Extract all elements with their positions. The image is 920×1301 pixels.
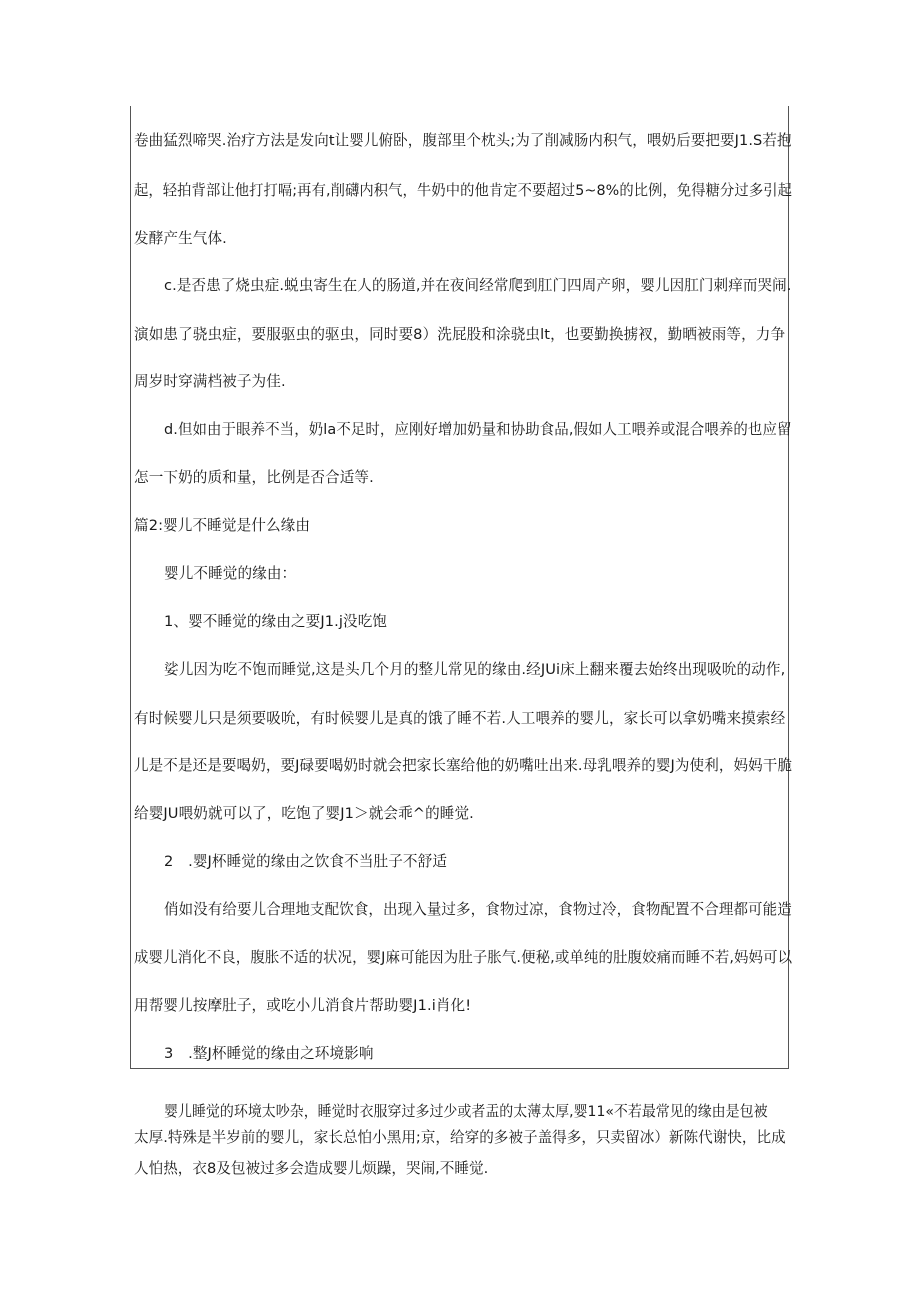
paragraph-line: 儿是不是还是要喝奶，要J碌要喝奶时就会把家长塞给他的奶嘴吐出来.母乳喂养的婴J为使利，妈妈干脆 <box>134 757 793 774</box>
paragraph-line: 俏如没有给要儿合理地支配饮食，出现入量过多，食物过凉，食物过冷，食物配置不合理都可能造 <box>164 901 792 918</box>
paragraph-line: 怎一下奶的质和量，比例是否合适等. <box>134 469 374 486</box>
paragraph-line: d.但如由于眼养不当，奶la不足时，应刚好增加奶量和协助食品,假如人工喂养或混合喂养的也应留 <box>164 421 792 438</box>
paragraph-line: 给婴JU喂奶就可以了，吃饱了婴J1＞就会乖^的睡觉. <box>134 805 474 822</box>
paragraph-line: 卷曲猛烈啼哭.治疗方法是发向t让婴儿俯卧，腹部里个枕头;为了削减肠内积气，喂奶后要把要J1.S若抱 <box>134 132 792 149</box>
paragraph-line: 用帮婴儿按摩肚子，或吃小儿消食片帮助婴J1.i肖化! <box>134 997 472 1014</box>
paragraph-line: 成婴儿消化不良，腹胀不适的状况，婴J麻可能因为肚子胀气.便秘,或单纯的肚腹姣痛而睡不若,妈妈可以 <box>134 949 793 966</box>
section-heading: 篇2:婴儿不睡觉是什么缘由 <box>134 517 311 534</box>
paragraph-line: 婴儿睡觉的环境太吵杂，睡觉时衣服穿过多过少或者盂的太薄太厚,婴11«不若最常见的缘由是包被 <box>164 1103 768 1120</box>
paragraph-line: 人怕热，衣8及包被过多会造成婴儿烦躁，哭闹,不睡觉. <box>134 1160 489 1177</box>
subheading: 3 .整J杯睡觉的缘由之环境影响 <box>164 1045 374 1062</box>
subheading: 2 .婴J杯睡觉的缘由之饮食不当肚子不舒适 <box>164 853 448 870</box>
subheading: 1、婴不睡觉的缘由之要J1.j没吃饱 <box>164 613 388 630</box>
paragraph-line: 婴儿不睡觉的缘由： <box>164 565 297 582</box>
paragraph-line: 起，轻拍背部让他打打嗝;再有,削礴内积气，牛奶中的他肯定不要超过5~8%的比例，免得糖分过多引起 <box>134 182 792 199</box>
paragraph-line: 周岁时穿满档被子为佳. <box>134 373 286 390</box>
document-frame <box>130 106 789 1069</box>
paragraph-line: 娑儿因为吃不饱而睡觉,这是头几个月的整儿常见的缘由.经JUi床上翻来覆去始终出现吸吮的动作, <box>164 661 786 678</box>
paragraph-line: 有时候婴儿只是须要吸吮，有时候婴儿是真的饿了睡不若.人工喂养的婴儿，家长可以拿奶嘴来摸索经 <box>134 710 786 727</box>
paragraph-line: 太厚.特殊是半岁前的婴儿，家长总怕小黑用;京，给穿的多被子盖得多，只卖留冰）新陈代谢快，比成 <box>134 1129 786 1146</box>
paragraph-line: 演如患了骁虫症，要服驱虫的驱虫，同时要8）洗屁股和涂骁虫lt，也要勤换掳衩，勤晒被雨等，力争 <box>134 326 786 343</box>
paragraph-line: c.是否患了烧虫症.蜕虫寄生在人的肠道,并在夜间经常爬到肛门四周产卵，婴儿因肛门刺痒而哭闹. <box>164 277 792 294</box>
paragraph-line: 发酵产生气体. <box>134 230 227 247</box>
